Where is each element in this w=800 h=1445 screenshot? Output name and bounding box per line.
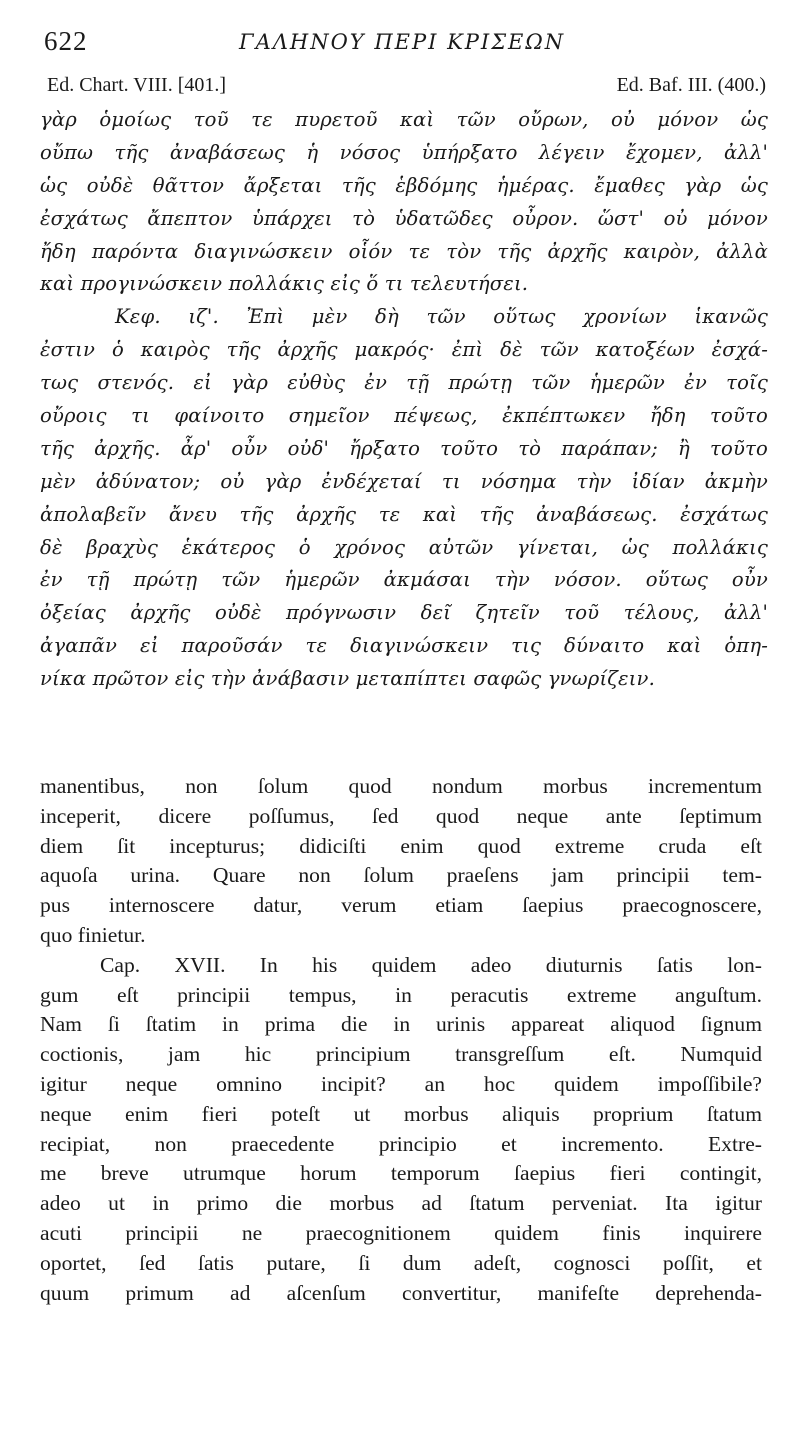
greek-line: ἀγαπᾶν εἰ παροῦσάν τε διαγινώσκειν τις δύναιτο καὶ ὁπη-: [40, 634, 768, 658]
greek-text-block: [40, 104, 768, 696]
running-title: ΓΑΛΗΝΟΥ ΠΕΡΙ ΚΡΙΣΕΩΝ: [239, 30, 566, 54]
greek-line: μὲν ἀδύνατον; οὐ γὰρ ἐνδέχεταί τι νόσημα τὴν ἰδίαν ἀκμὴν: [40, 469, 768, 493]
greek-line: ἐν τῇ πρώτῃ τῶν ἡμερῶν ἀκμάσαι τὴν νόσον. οὕτως οὖν: [40, 568, 768, 592]
latin-line: recipiat, non praecedente principio et incremento. Extre-: [40, 1131, 762, 1156]
latin-line: oportet, ſed ſatis putare, ſi dum adeſt, cognosci poſſit, et: [40, 1250, 762, 1275]
latin-line: manentibus, non ſolum quod nondum morbus incrementum: [40, 774, 762, 798]
latin-line: acuti principii ne praecognitionem quidem finis inquirere: [40, 1220, 762, 1245]
greek-line: καὶ προγινώσκειν πολλάκις εἰς ὅ τι τελευτήσει.: [40, 272, 529, 296]
latin-line: quum primum ad aſcenſum convertitur, manifeſte deprehenda-: [40, 1280, 762, 1305]
greek-line: ἐστιν ὁ καιρὸς τῆς ἀρχῆς μακρός· ἐπὶ δὲ τῶν κατοξέων ἐσχά-: [40, 338, 768, 362]
latin-text-block: [40, 772, 762, 1308]
latin-line: inceperit, dicere poſſumus, ſed quod neque ante ſeptimum: [40, 803, 762, 828]
edition-left: Ed. Chart. VIII. [401.]: [47, 74, 227, 96]
latin-line: aquoſa urina. Quare non ſolum praeſens jam principii tem-: [40, 863, 762, 888]
greek-line: ἀπολαβεῖν ἄνευ τῆς ἀρχῆς τε καὶ τῆς ἀναβάσεως. ἐσχάτως: [40, 502, 768, 526]
greek-line: γὰρ ὁμοίως τοῦ τε πυρετοῦ καὶ τῶν οὔρων, οὐ μόνον ὡς: [40, 108, 768, 131]
greek-line: ἤδη παρόντα διαγινώσκειν οἷόν τε τὸν τῆς ἀρχῆς καιρὸν, ἀλλὰ: [40, 239, 768, 263]
latin-line: neque enim fieri poteſt ut morbus aliquis proprium ſtatum: [40, 1101, 762, 1126]
page-number: 622: [44, 26, 88, 56]
greek-line: ἐσχάτως ἄπεπτον ὑπάρχει τὸ ὑδατῶδες οὖρον. ὥστ' οὐ μόνον: [40, 206, 768, 230]
greek-line: δὲ βραχὺς ἑκάτερος ὁ χρόνος αὐτῶν γίνεται, ὡς πολλάκις: [40, 535, 768, 559]
latin-line: gum eſt principii tempus, in peracutis extreme anguſtum.: [40, 982, 762, 1007]
greek-line: οὔπω τῆς ἀναβάσεως ἡ νόσος ὑπήρξατο λέγειν ἔχομεν, ἀλλ': [40, 140, 768, 164]
greek-line: οὔροις τι φαίνοιτο σημεῖον πέψεως, ἐκπέπτωκεν ἤδη τοῦτο: [40, 404, 768, 428]
greek-line: ὀξείας ἀρχῆς οὐδὲ πρόγνωσιν δεῖ ζητεῖν τοῦ τέλους, ἀλλ': [40, 601, 768, 625]
greek-line: νίκα πρῶτον εἰς τὴν ἀνάβασιν μεταπίπτει σαφῶς γνωρίζειν.: [40, 667, 655, 691]
latin-line: adeo ut in primo die morbus ad ſtatum perveniat. Ita igitur: [40, 1191, 762, 1216]
latin-line: diem ſit incepturus; didiciſti enim quod extreme cruda eſt: [40, 833, 762, 858]
latin-line: pus internoscere datur, verum etiam ſaepius praecognoscere,: [40, 893, 762, 918]
latin-chapter-heading-line: Cap. XVII. In his quidem adeo diuturnis ſatis lon-: [100, 952, 762, 977]
greek-chapter-heading-line: Κεφ. ιζ'. Ἐπὶ μὲν δὴ τῶν οὕτως χρονίων ἱκανῶς: [115, 305, 768, 329]
latin-line: Nam ſi ſtatim in prima die in urinis appareat aliquod ſignum: [40, 1012, 762, 1037]
greek-line: τῆς ἀρχῆς. ἆρ' οὖν οὐδ' ἤρξατο τοῦτο τὸ παράπαν; ἢ τοῦτο: [40, 436, 768, 460]
greek-line: τως στενός. εἰ γὰρ εὐθὺς ἐν τῇ πρώτῃ τῶν ἡμερῶν ἐν τοῖς: [40, 371, 768, 395]
edition-right: Ed. Baf. III. (400.): [616, 74, 766, 96]
latin-line: quo finietur.: [40, 922, 146, 947]
latin-line: me breve utrumque horum temporum ſaepius fieri contingit,: [40, 1161, 762, 1186]
latin-line: igitur neque omnino incipit? an hoc quidem impoſſibile?: [40, 1071, 762, 1096]
latin-line: coctionis, jam hic principium transgreſſum eſt. Numquid: [40, 1042, 762, 1067]
edition-references: [47, 74, 766, 104]
greek-line: ὡς οὐδὲ θᾶττον ἄρξεται τῆς ἑβδόμης ἡμέρας. ἔμαθες γὰρ ὡς: [40, 173, 768, 197]
page-header: [44, 24, 762, 64]
